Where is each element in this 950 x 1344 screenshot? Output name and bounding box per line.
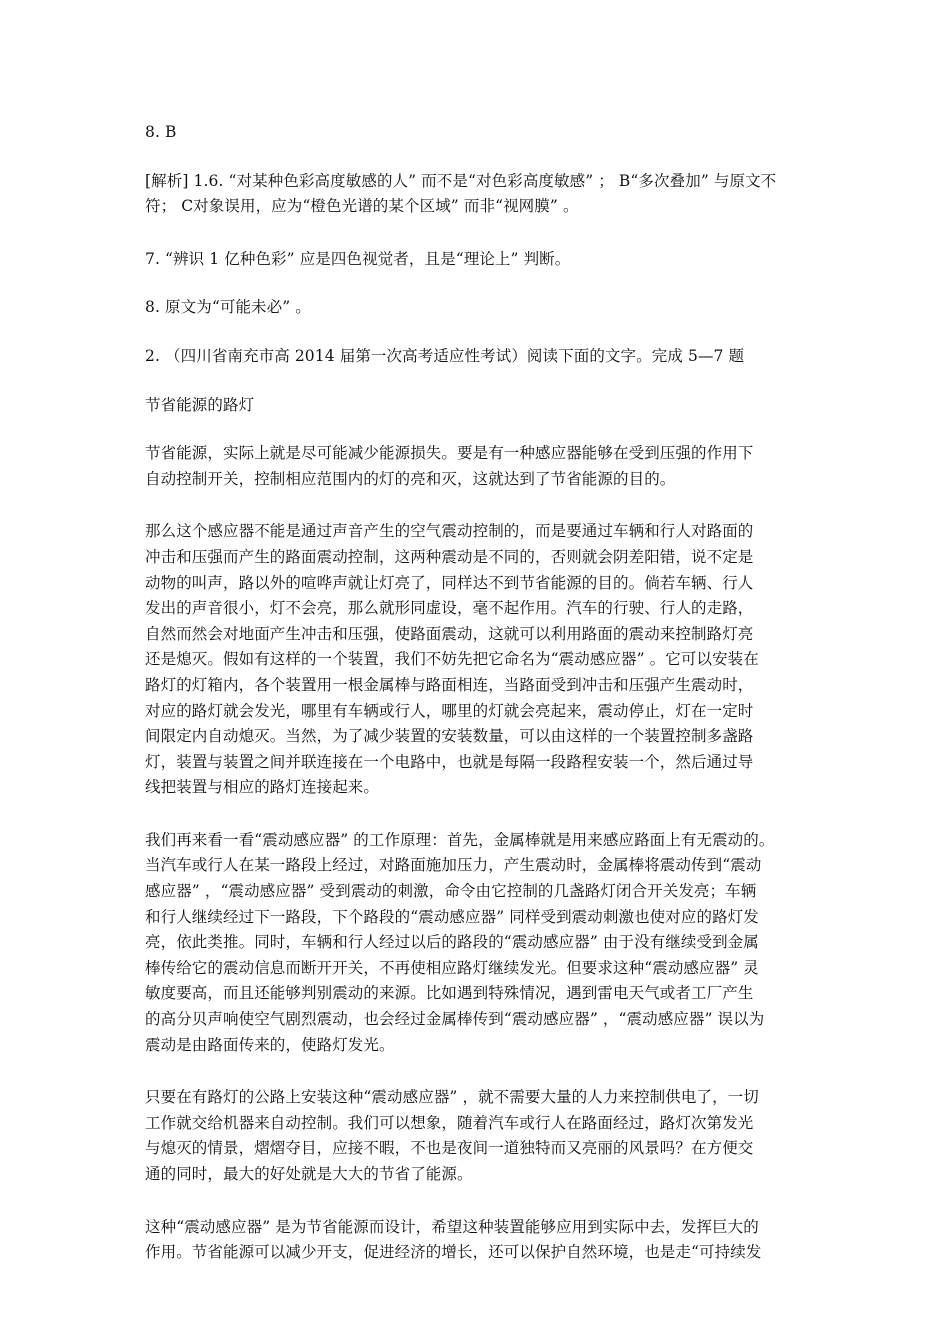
body-line: 还是熄灭。假如有这样的一个装置，我们不妨先把它命名为“震动感应器” 。它可以安装在 — [145, 650, 759, 669]
analysis-line: 符； C对象误用，应为“橙色光谱的某个区域” 而非“视网膜” 。 — [145, 197, 579, 216]
body-line: 路灯的灯箱内，各个装置用一根金属棒与路面相连，当路面受到冲击和压强产生震动时， — [145, 675, 754, 694]
body-line: 自动控制开关，控制相应范围内的灯的亮和灭，这就达到了节省能源的目的。 — [145, 469, 676, 488]
body-line: 间限定内自动熄灭。当然，为了减少装置的安装数量，可以由这样的一个装置控制多盏路 — [145, 727, 754, 746]
question-header: 2. （四川省南充市高 2014 届第一次高考适应性考试）阅读下面的文字。完成 5—7 题 — [145, 346, 745, 365]
body-paragraph-5 — [145, 1215, 813, 1266]
body-line: 发出的声音很小，灯不会亮，那么就形同虚设，毫不起作用。汽车的行驶、行人的走路， — [145, 599, 754, 618]
body-line: 感应器” ，“震动感应器” 受到震动的刺激，命令由它控制的几盏路灯闭合开关发亮；车辆 — [145, 882, 757, 901]
body-line: 那么这个感应器不能是通过声音产生的空气震动控制的，而是要通过车辆和行人对路面的 — [145, 522, 754, 541]
note-8: 8. 原文为“可能未必” 。 — [145, 298, 311, 317]
body-line: 灯，装置与装置之间并联连接在一个电路中，也就是每隔一段路程安装一个，然后通过导 — [145, 752, 754, 771]
body-line: 作用。节省能源可以减少开支，促进经济的增长，还可以保护自然环境，也是走“可持续发 — [145, 1243, 762, 1262]
body-line: 工作就交给机器来自动控制。我们可以想象，随着汽车或行人在路面经过，路灯次第发光 — [145, 1113, 754, 1132]
body-line: 和行人继续经过下一路段，下个路段的“震动感应器” 同样受到震动刺激也使对应的路灯发 — [145, 907, 759, 926]
body-paragraph-3 — [145, 828, 813, 1058]
body-line: 对应的路灯就会发光，哪里有车辆或行人，哪里的灯就会亮起来，震动停止，灯在一定时 — [145, 701, 754, 720]
body-paragraph-2 — [145, 519, 813, 801]
body-line: 只要在有路灯的公路上安装这种“震动感应器” ，就不需要大量的人力来控制供电了，一切 — [145, 1088, 759, 1107]
note-7: 7. “辨识 1 亿种色彩” 应是四色视觉者，且是“理论上” 判断。 — [145, 249, 571, 268]
body-line: 节省能源，实际上就是尽可能减少能源损失。要是有一种感应器能够在受到压强的作用下 — [145, 444, 754, 463]
body-paragraph-4 — [145, 1085, 813, 1187]
body-line: 冲击和压强而产生的路面震动控制，这两种震动是不同的，否则就会阴差阳错，说不定是 — [145, 547, 754, 566]
article-title: 节省能源的路灯 — [145, 395, 255, 414]
document-page — [145, 120, 813, 1293]
body-paragraph-1 — [145, 441, 813, 492]
body-line: 通的同时，最大的好处就是大大的节省了能源。 — [145, 1165, 473, 1183]
body-line: 棒传给它的震动信息而断开开关，不再使相应路灯继续发光。但要求这种“震动感应器” 灵 — [145, 958, 759, 977]
analysis-line: [解析] 1.6. “对某种色彩高度敏感的人” 而不是“对色彩高度敏感” ； B“多次叠加” 与原文不 — [145, 171, 777, 190]
body-line: 敏度要高，而且还能够判别震动的来源。比如遇到特殊情况，遇到雷电天气或者工厂产生 — [145, 984, 754, 1003]
body-line: 当汽车或行人在某一路段上经过，对路面施加压力，产生震动时，金属棒将震动传到“震动 — [145, 856, 762, 875]
body-line: 的高分贝声响使空气剧烈震动，也会经过金属棒传到“震动感应器” ，“震动感应器” 误以为 — [145, 1010, 765, 1029]
body-line: 与熄灭的情景，熠熠夺目，应接不暇，不也是夜间一道独特而又亮丽的风景吗？在方便交 — [145, 1139, 754, 1158]
body-line: 震动是由路面传来的，使路灯发光。 — [145, 1035, 395, 1054]
body-line: 我们再来看一看“震动感应器” 的工作原理：首先，金属棒就是用来感应路面上有无震动的。 — [145, 830, 775, 849]
body-line: 这种“震动感应器” 是为节省能源而设计，希望这种装置能够应用到实际中去，发挥巨大的 — [145, 1217, 759, 1236]
answer-label: 8. B — [145, 123, 177, 141]
body-line: 动物的叫声，路以外的喧哗声就让灯亮了，同样达不到节省能源的目的。倘若车辆、行人 — [145, 573, 754, 592]
body-line: 线把装置与相应的路灯连接起来。 — [145, 778, 380, 797]
body-line: 亮，依此类推。同时，车辆和行人经过以后的路段的“震动感应器” 由于没有继续受到金属 — [145, 933, 759, 952]
body-line: 自然而然会对地面产生冲击和压强，使路面震动，这就可以利用路面的震动来控制路灯亮 — [145, 624, 754, 643]
analysis-paragraph — [145, 169, 813, 220]
